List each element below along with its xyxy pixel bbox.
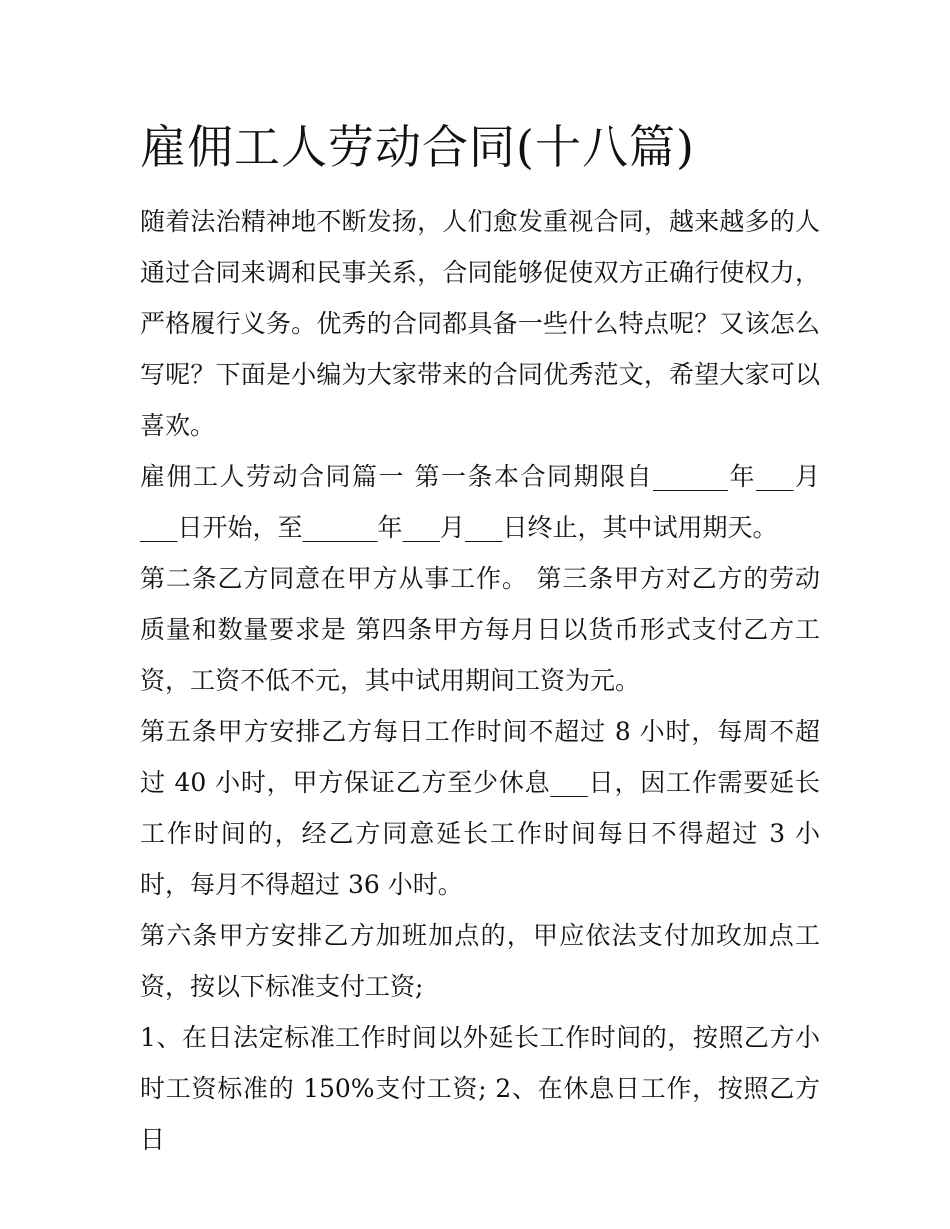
paragraph-article-5: 第五条甲方安排乙方每日工作时间不超过 8 小时，每周不超过 40 小时，甲方保证乙方至少休息___日，因工作需要延长工作时间的，经乙方同意延长工作时间每日不得超过 3 小时，每月不得超过 36 小时。 bbox=[140, 717, 820, 899]
paragraph-article-6: 第六条甲方安排乙方加班加点的，甲应依法支付加玫加点工资，按以下标准支付工资; bbox=[140, 921, 820, 1001]
paragraph-article-1: 雇佣工人劳动合同篇一 第一条本合同期限自______年___月___日开始，至______年___月___日终止，其中试用期天。 bbox=[140, 462, 820, 542]
paragraph-overtime-rules: 1、在日法定标准工作时间以外延长工作时间的，按照乙方小时工资标准的 150%支付工资; 2、在休息日工作，按照乙方日 bbox=[140, 1023, 820, 1154]
paragraph-articles-2-4: 第二条乙方同意在甲方从事工作。 第三条甲方对乙方的劳动质量和数量要求是 第四条甲方每月日以货币形式支付乙方工资，工资不低不元，其中试用期间工资为元。 bbox=[140, 564, 820, 695]
document-page bbox=[140, 112, 820, 1165]
document-title: 雇佣工人劳动合同(十八篇) bbox=[140, 120, 695, 174]
paragraph-intro: 随着法治精神地不断发扬，人们愈发重视合同，越来越多的人通过合同来调和民事关系，合同能够促使双方正确行使权力，严格履行义务。优秀的合同都具备一些什么特点呢？又该怎么写呢？下面是小编为大家带来的合同优秀范文，希望大家可以喜欢。 bbox=[140, 207, 820, 440]
